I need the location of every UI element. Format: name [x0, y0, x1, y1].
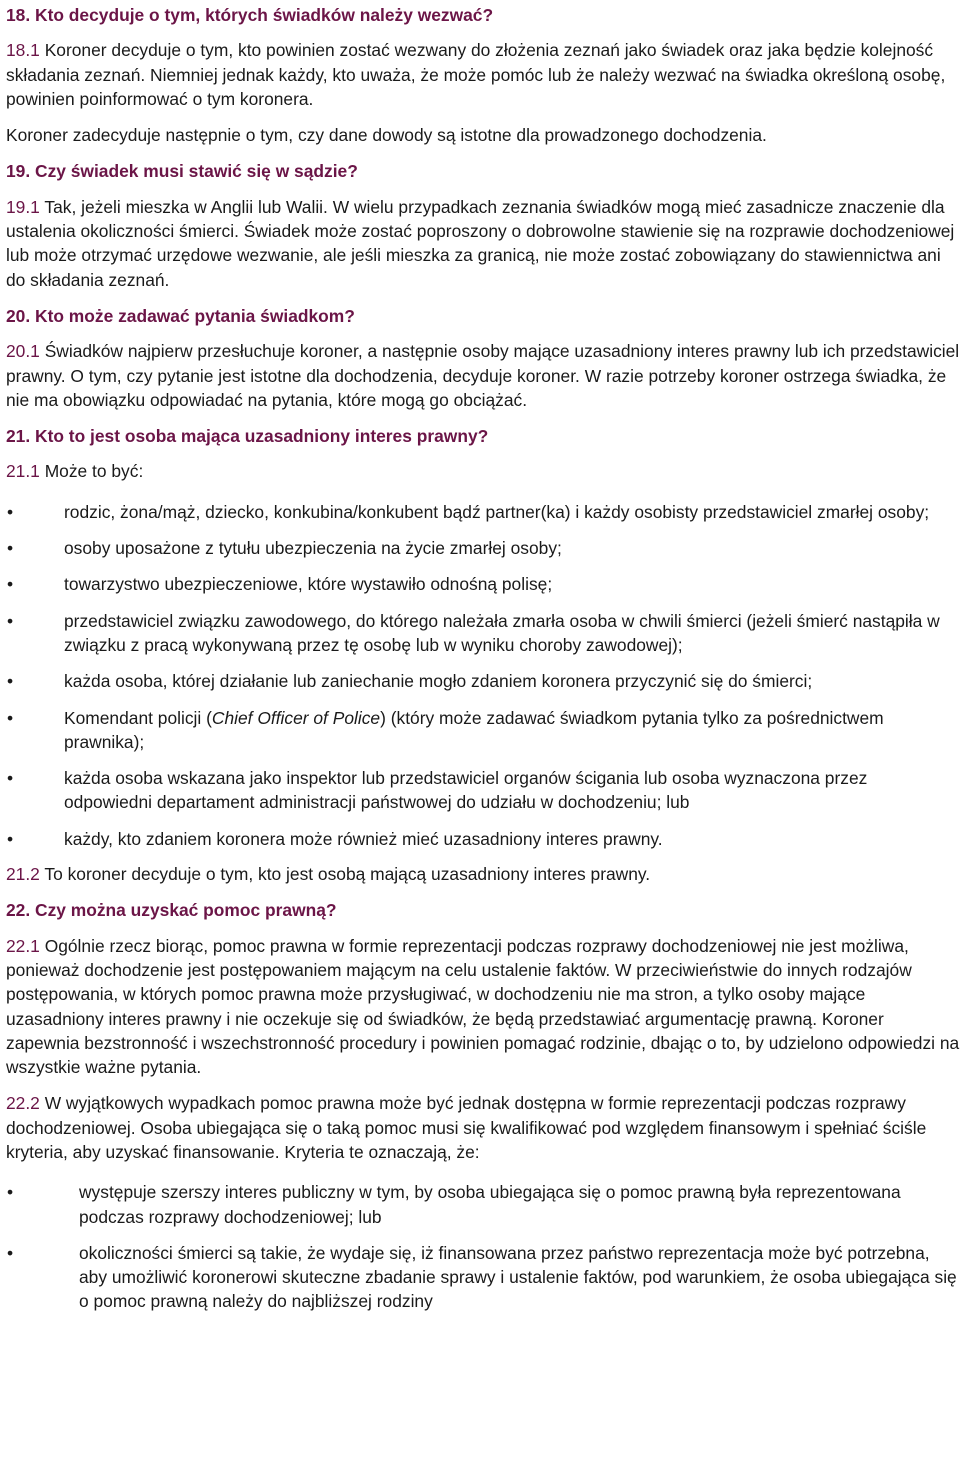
list-item-text: występuje szerszy interes publiczny w tym, by osoba ubiegająca się o pomoc prawną była reprezentowana podczas rozprawy dochodzeniowej; lub [79, 1182, 901, 1227]
paragraph-text: To koroner decyduje o tym, kto jest osobą mającą uzasadniony interes prawny. [39, 864, 651, 885]
section-22-heading: 22. Czy można uzyskać pomoc prawną? [6, 900, 337, 921]
paragraph-21-2 [6, 862, 960, 886]
paragraph-number: 18.1 [6, 40, 40, 61]
bullet-icon: • [7, 707, 14, 728]
paragraph-number: 20.1 [6, 341, 40, 362]
list-item [6, 1180, 960, 1229]
bullet-icon: • [7, 671, 14, 692]
section-19-heading: 19. Czy świadek musi stawić się w sądzie? [6, 161, 358, 182]
list-item [6, 500, 960, 524]
bullet-list-21 [6, 500, 960, 851]
paragraph-19-1 [6, 195, 960, 292]
list-item-text: towarzystwo ubezpieczeniowe, które wystawiło odnośną polisę; [64, 574, 553, 595]
bullet-icon: • [7, 1182, 14, 1203]
paragraph-18-1 [6, 38, 960, 111]
list-item [6, 766, 960, 815]
paragraph-number: 22.1 [6, 935, 40, 956]
paragraph-text: Świadków najpierw przesłuchuje koroner, a następnie osoby mające uzasadniony interes prawny lub ich przedstawiciel prawny. O tym, czy pytanie jest istotne dla dochodzenia, decyduje koroner. W razie potrzeby koroner ostrzega świadka, że nie ma obowiązku odpowiadać na pytania, które mogą go obciążać. [6, 341, 960, 410]
list-item-text: rodzic, żona/mąż, dziecko, konkubina/konkubent bądź partner(ka) i każdy osobisty przedstawiciel zmarłej osoby; [64, 501, 930, 522]
section-21-heading: 21. Kto to jest osoba mająca uzasadniony interes prawny? [6, 426, 489, 447]
section-20-heading: 20. Kto może zadawać pytania świadkom? [6, 305, 355, 326]
list-item [6, 706, 960, 755]
list-item-text: osoby uposażone z tytułu ubezpieczenia na życie zmarłej osoby; [64, 538, 562, 559]
list-item-text: przedstawiciel związku zawodowego, do którego należała zmarła osoba w chwili śmierci (jeżeli śmierć nastąpiła w związku z pracą wykonywaną przez tę osobę lub w wyniku choroby zawodowej); [64, 610, 940, 655]
paragraph-number: 22.2 [6, 1093, 40, 1114]
bullet-icon: • [7, 828, 14, 849]
paragraph-text: W wyjątkowych wypadkach pomoc prawna może być jednak dostępna w formie reprezentacji podczas rozprawy dochodzeniowej. Osoba ubiegająca się o taką pomoc musi się kwalifikować pod względem finansowym i spełniać ściśle kryteria, aby uzyskać finansowanie. Kryteria te oznaczają, że: [6, 1093, 927, 1162]
bullet-icon: • [7, 1242, 14, 1263]
list-item-text: okoliczności śmierci są takie, że wydaje się, iż finansowana przez państwo reprezentacja może być potrzebna, aby umożliwić koronerowi skuteczne zbadanie sprawy i ustalenie faktów, pod warunkiem, że osoba ubiegająca się o pomoc prawną należy do najbliższej rodziny [79, 1242, 957, 1312]
list-item-text: każda osoba wskazana jako inspektor lub przedstawiciel organów ścigania lub osoba wyznaczona przez odpowiedni departament administracji państwowej do udziału w dochodzeniu; lub [64, 768, 868, 813]
list-item [6, 669, 960, 693]
list-item [6, 1241, 960, 1314]
bullet-icon: • [7, 501, 14, 522]
bullet-list-22 [6, 1180, 960, 1313]
paragraph-21-1 [6, 459, 960, 483]
paragraph-text: Ogólnie rzecz biorąc, pomoc prawna w formie reprezentacji podczas rozprawy dochodzeniowej nie jest możliwa, ponieważ dochodzenie jest postępowaniem mającym na celu ustalenie faktów. W przeciwieństwie do innych rodzajów postępowania, w których pomoc prawna może przysługiwać, w dochodzeniu nie ma stron, a tylko osoby mające uzasadniony interes prawny i nie oczekuje się od świadków, że będą przedstawiać argumentację prawną. Koroner zapewnia bezstronność i wszechstronność procedury i powinien pomagać rodzinie, dbając o to, by udzielono odpowiedzi na wszystkie ważne pytania. [6, 935, 960, 1078]
paragraph-20-1 [6, 339, 960, 412]
paragraph-22-2 [6, 1091, 960, 1164]
paragraph-number: 19.1 [6, 196, 40, 217]
list-item-text-post: ) (który może zadawać świadkom pytania tylko za pośrednictwem prawnika); [64, 707, 884, 752]
list-item-text: każdy, kto zdaniem koronera może również mieć uzasadniony interes prawny. [64, 828, 663, 849]
list-item [6, 827, 960, 851]
bullet-icon: • [7, 538, 14, 559]
list-item-text-italic: Chief Officer of Police [211, 707, 381, 728]
bullet-icon: • [7, 768, 14, 789]
paragraph-22-1 [6, 934, 960, 1080]
bullet-icon: • [7, 610, 14, 631]
list-item [6, 572, 960, 596]
paragraph-text: Koroner decyduje o tym, kto powinien zostać wezwany do złożenia zeznań jako świadek oraz jaka będzie kolejność składania zeznań. Niemniej jednak każdy, kto uważa, że może pomóc lub że należy wezwać na świadka określoną osobę, powinien poinformować o tym koronera. [6, 40, 946, 109]
bullet-icon: • [7, 574, 14, 595]
list-item-text-pre: Komendant policji ( [64, 707, 212, 728]
paragraph-number: 21.1 [6, 461, 40, 482]
section-18-heading: 18. Kto decyduje o tym, których świadków należy wezwać? [6, 5, 494, 25]
list-item [6, 609, 960, 658]
paragraph-18-1-cont: Koroner zadecyduje następnie o tym, czy dane dowody są istotne dla prowadzonego dochodzenia. [6, 125, 767, 146]
list-item-text: każda osoba, której działanie lub zaniechanie mogło zdaniem koronera przyczynić się do śmierci; [64, 671, 813, 692]
paragraph-number: 21.2 [6, 864, 40, 885]
list-item [6, 536, 960, 560]
paragraph-text: Może to być: [39, 461, 144, 482]
paragraph-text: Tak, jeżeli mieszka w Anglii lub Walii. W wielu przypadkach zeznania świadków mogą mieć zasadnicze znaczenie dla ustalenia okoliczności śmierci. Świadek może zostać poproszony o dobrowolne stawienie się na rozprawie dochodzeniowej lub może otrzymać urzędowe wezwanie, ale jeśli mieszka za granicą, nie może zostać zobowiązany do stawiennictwa ani do składania zeznań. [6, 196, 955, 290]
